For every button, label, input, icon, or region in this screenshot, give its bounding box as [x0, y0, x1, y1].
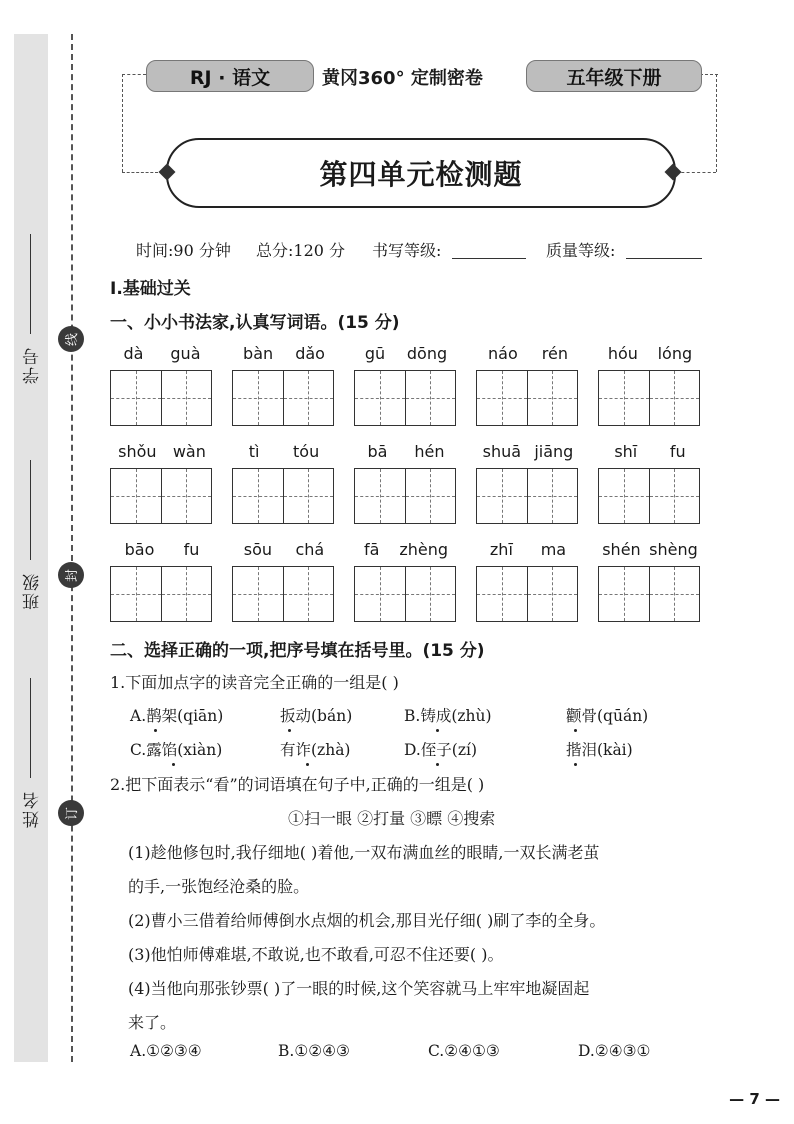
writing-cell[interactable]: [528, 371, 578, 425]
writing-cell[interactable]: [599, 469, 650, 523]
pinyin-label: [476, 540, 580, 559]
frame-dash-right: [716, 74, 717, 172]
pinyin-syllable: zhèng: [399, 540, 449, 559]
pinyin-label: [232, 540, 336, 559]
side-fill-line-student-id: [30, 234, 31, 334]
frame-dash-top-left: [122, 74, 146, 75]
pinyin-syllable: bāo: [124, 540, 155, 559]
side-fill-line-name: [30, 678, 31, 778]
writing-grid[interactable]: [354, 468, 456, 524]
option-c: C.露馅(xiàn): [130, 741, 223, 759]
pinyin-label: [476, 344, 580, 363]
pinyin-label: [354, 344, 458, 363]
pinyin-label: [354, 540, 458, 559]
writing-cell[interactable]: [477, 567, 528, 621]
emphasis-dot: [154, 729, 157, 732]
side-fill-line-class: [30, 460, 31, 560]
writing-grid[interactable]: [598, 370, 700, 426]
writing-cell[interactable]: [162, 567, 212, 621]
seal-line: 线: [58, 326, 84, 352]
writing-grid[interactable]: [354, 370, 456, 426]
answer-c: C.②④①③: [428, 1042, 500, 1060]
pinyin-syllable: dà: [123, 344, 144, 363]
writing-cell[interactable]: [528, 567, 578, 621]
writing-cell[interactable]: [650, 469, 700, 523]
pinyin-label: [232, 442, 336, 461]
sentence-3: (3)他怕师傅难堪,不敢说,也不敢看,可忍不住还要( )。: [128, 945, 504, 964]
sentence-1-line-1: (1)趁他修包时,我仔细地( )着他,一双布满血丝的眼睛,一双长满老茧: [128, 843, 600, 862]
sub-question-1-stem: 1.下面加点字的读音完全正确的一组是( ): [110, 673, 399, 692]
writing-grid[interactable]: [110, 566, 212, 622]
sentence-2: (2)曹小三借着给师傅倒水点烟的机会,那目光仔细( )刷了李的全身。: [128, 911, 606, 930]
frame-dash-left: [122, 74, 123, 172]
pinyin-syllable: dōng: [406, 344, 448, 363]
emphasis-dot: [172, 763, 175, 766]
option-b-word-2: 颧骨(qūán): [566, 707, 649, 725]
sub-question-2-stem: 2.把下面表示“看”的词语填在句子中,正确的一组是( ): [110, 775, 485, 794]
quality-grade-blank: [626, 258, 702, 259]
writing-cell[interactable]: [528, 469, 578, 523]
pinyin-label: [110, 442, 214, 461]
pinyin-syllable: fu: [669, 442, 686, 461]
pinyin-syllable: chá: [295, 540, 325, 559]
frame-dash-bottom-right: [676, 172, 716, 173]
writing-cell[interactable]: [650, 371, 700, 425]
writing-cell[interactable]: [406, 371, 456, 425]
sentence-4-line-1: (4)当他向那张钞票( )了一眼的时候,这个笑容就马上牢牢地凝固起: [128, 979, 590, 998]
pinyin-syllable: jiāng: [534, 442, 574, 461]
writing-cell[interactable]: [111, 469, 162, 523]
pinyin-syllable: shèng: [649, 540, 698, 559]
option-a-word-2: 扳动(bán): [280, 707, 353, 725]
exam-time: 时间:90 分钟: [136, 241, 231, 260]
pinyin-label: [232, 344, 336, 363]
pinyin-syllable: fā: [363, 540, 380, 559]
grade-pill: 五年级下册: [526, 60, 702, 92]
brand-title: 黄冈360° 定制密卷: [322, 68, 483, 89]
question-2-heading: 二、选择正确的一项,把序号填在括号里。(15 分): [110, 641, 485, 661]
writing-cell[interactable]: [111, 371, 162, 425]
writing-cell[interactable]: [284, 469, 334, 523]
writing-grid[interactable]: [598, 468, 700, 524]
option-d: D.侄子(zí): [404, 741, 478, 759]
writing-grid[interactable]: [110, 370, 212, 426]
pinyin-syllable: sōu: [243, 540, 272, 559]
pinyin-syllable: hén: [414, 442, 445, 461]
writing-cell[interactable]: [284, 371, 334, 425]
pinyin-syllable: náo: [488, 344, 518, 363]
emphasis-dot: [574, 763, 577, 766]
pinyin-syllable: gū: [364, 344, 386, 363]
answer-b: B.①②④③: [278, 1042, 350, 1060]
pinyin-syllable: rén: [541, 344, 568, 363]
quality-grade-label: 质量等级:: [546, 241, 616, 260]
page-title: 第四单元检测题: [319, 158, 523, 191]
writing-grid[interactable]: [232, 566, 334, 622]
writing-cell[interactable]: [599, 567, 650, 621]
writing-cell[interactable]: [477, 469, 528, 523]
emphasis-dot: [574, 729, 577, 732]
pinyin-label: [354, 442, 458, 461]
writing-cell[interactable]: [599, 371, 650, 425]
pinyin-syllable: shén: [602, 540, 641, 559]
writing-grid[interactable]: [232, 370, 334, 426]
side-label-student-id: 学号: [23, 346, 43, 384]
pinyin-syllable: dǎo: [295, 344, 325, 363]
writing-grid[interactable]: [476, 468, 578, 524]
pinyin-syllable: shǒu: [118, 442, 157, 461]
writing-cell[interactable]: [355, 567, 406, 621]
writing-cell[interactable]: [355, 371, 406, 425]
writing-cell[interactable]: [406, 469, 456, 523]
writing-cell[interactable]: [406, 567, 456, 621]
question-1-heading: 一、小小书法家,认真写词语。(15 分): [110, 313, 400, 333]
option-b: B.铸成(zhù): [404, 707, 492, 725]
side-label-name: 姓名: [23, 790, 43, 828]
word-choices: ①扫一眼 ②打量 ③瞟 ④搜索: [288, 809, 496, 828]
sentence-1-line-2: 的手,一张饱经沧桑的脸。: [128, 877, 310, 896]
exam-total-score: 总分:120 分: [256, 241, 346, 260]
writing-grid[interactable]: [232, 468, 334, 524]
binding-margin: [14, 34, 48, 1062]
writing-grid[interactable]: [354, 566, 456, 622]
answer-d: D.②④③①: [578, 1042, 651, 1060]
writing-cell[interactable]: [233, 371, 284, 425]
pinyin-syllable: wàn: [172, 442, 206, 461]
writing-cell[interactable]: [162, 371, 212, 425]
page-number: — 7 —: [729, 1090, 780, 1108]
sentence-4-line-2: 来了。: [128, 1013, 177, 1032]
emphasis-dot: [288, 729, 291, 732]
writing-grade-label: 书写等级:: [372, 241, 442, 260]
pinyin-label: [110, 344, 214, 363]
pinyin-label: [598, 344, 702, 363]
pinyin-label: [476, 442, 580, 461]
writing-grade-blank: [452, 258, 526, 259]
writing-grid[interactable]: [110, 468, 212, 524]
seal-bind: 订: [58, 800, 84, 826]
emphasis-dot: [436, 763, 439, 766]
emphasis-dot: [436, 729, 439, 732]
pinyin-syllable: bā: [367, 442, 388, 461]
writing-cell[interactable]: [233, 567, 284, 621]
subject-pill: RJ · 语文: [146, 60, 314, 92]
writing-grid[interactable]: [598, 566, 700, 622]
pinyin-syllable: shī: [614, 442, 638, 461]
pinyin-syllable: ma: [540, 540, 567, 559]
pinyin-label: [110, 540, 214, 559]
option-c-word-2: 有诈(zhà): [280, 741, 351, 759]
binding-dashed-line: [71, 34, 73, 1062]
title-box: [166, 138, 676, 208]
option-d-word-2: 揩泪(kài): [566, 741, 633, 759]
pinyin-syllable: hóu: [607, 344, 638, 363]
frame-dash-bottom-left: [122, 172, 158, 173]
writing-grid[interactable]: [476, 566, 578, 622]
writing-cell[interactable]: [162, 469, 212, 523]
pinyin-syllable: bàn: [243, 344, 274, 363]
side-label-class: 班级: [23, 572, 43, 610]
writing-cell[interactable]: [111, 567, 162, 621]
pinyin-syllable: fu: [183, 540, 200, 559]
writing-cell[interactable]: [650, 567, 700, 621]
part-heading: Ⅰ.基础过关: [110, 279, 191, 299]
pinyin-label: [598, 540, 702, 559]
pinyin-syllable: lóng: [657, 344, 693, 363]
emphasis-dot: [306, 763, 309, 766]
answer-a: A.①②③④: [130, 1042, 202, 1060]
pinyin-syllable: guà: [170, 344, 201, 363]
pinyin-syllable: tóu: [293, 442, 320, 461]
seal-seal: 封: [58, 562, 84, 588]
writing-cell[interactable]: [477, 371, 528, 425]
option-a: A.鹊架(qiān): [130, 707, 224, 725]
writing-cell[interactable]: [355, 469, 406, 523]
pinyin-syllable: zhī: [489, 540, 513, 559]
writing-grid[interactable]: [476, 370, 578, 426]
writing-cell[interactable]: [233, 469, 284, 523]
pinyin-syllable: tì: [248, 442, 260, 461]
writing-cell[interactable]: [284, 567, 334, 621]
pinyin-syllable: shuā: [482, 442, 522, 461]
pinyin-label: [598, 442, 702, 461]
